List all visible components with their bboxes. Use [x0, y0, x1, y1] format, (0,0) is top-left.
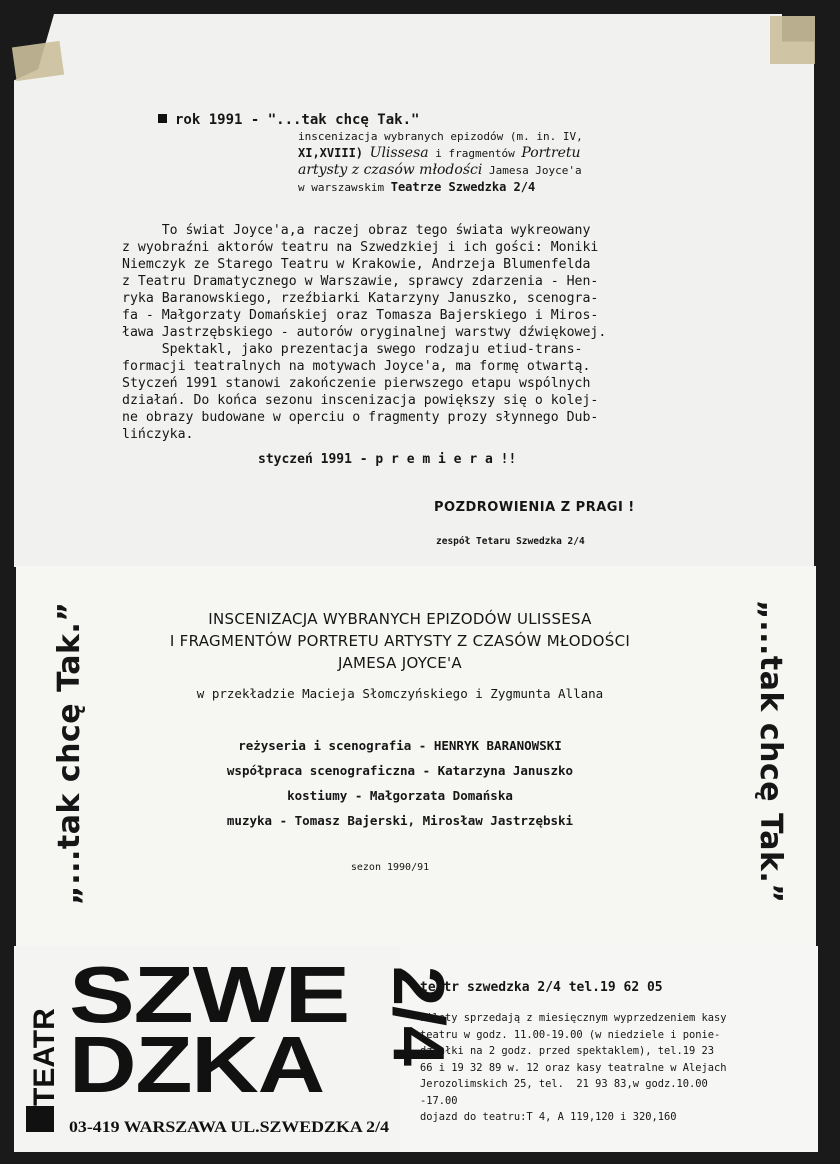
logo-address: 03-419 WARSZAWA UL.SZWEDZKA 2/4: [69, 1119, 389, 1136]
logo-teatr: TEATR: [28, 1008, 61, 1106]
ticket-info: bilety sprzedają z miesięcznym wyprzedzeniem kasy teatru w godz. 11.00-19.00 (w niedziele i ponie- działki na 2 godz. przed spektaklem), tel.19 23 66 i 19 32 89 w. 12 oraz kasy teatralne w Alejach Jerozolimskich 25, tel. 21 93 83,w godz.10.00 -17.00 dojazd do teatru:T 4, A 119,120 i 320,160: [420, 1012, 727, 1123]
tape-strip-left: [12, 41, 64, 81]
greeting-line: POZDROWIENIA Z PRAGI !: [434, 500, 635, 515]
credits-list: reżyseria i scenografia - HENRYK BARANOWSKI współpraca scenograficzna - Katarzyna Januszko kostiumy - Małgorzata Domańska muzyka - Tomasz Bajerski, Mirosław Jastrzębski: [226, 738, 574, 828]
logo-emblem-icon: [26, 1106, 54, 1132]
program-heading: INSCENIZACJA WYBRANYCH EPIZODÓW ULISSESA I FRAGMENTÓW PORTRETU ARTYSTY Z CZASÓW MŁODOŚCI JAMESA JOYCE'A: [169, 610, 631, 672]
logo-line-1: SZWE: [69, 950, 349, 1039]
logo-line-2: DZKA: [69, 1020, 324, 1109]
theatre-logo: [14, 946, 458, 1152]
season-label: sezon 1990/91: [350, 862, 430, 873]
letter-header: [158, 112, 678, 196]
tape-strip-right: [770, 16, 815, 64]
info-title: teatr szwedzka 2/4 tel.19 62 05: [420, 980, 663, 995]
translation-line: w przekładzie Macieja Słomczyńskiego i Zygmunta Allana: [196, 686, 604, 701]
header-subtitle: inscenizacja wybranych epizodów (m. in. IV, XI,XVIII) Ulissesa i fragmentów Portretu artysty z czasów młodości Jamesa Joyce'a w warszawskim Teatrze Szwedzka 2/4: [298, 130, 583, 194]
vertical-title-left: „...tak chcę Tak.”: [52, 601, 87, 905]
vertical-title-right: „...tak chcę Tak.”: [753, 600, 788, 904]
bullet-icon: [158, 114, 167, 123]
header-title: rok 1991 - "...tak chcę Tak.": [175, 112, 420, 128]
premiere-line: styczeń 1991 - p r e m i e r a !!: [258, 452, 517, 467]
letter-body: To świat Joyce'a,a raczej obraz tego świata wykreowany z wyobraźni aktorów teatru na Szwedzkiej i ich gości: Moniki Niemczyk ze Starego Teatru w Krakowie, Andrzeja Blumenfelda z Teatru Dramatycznego w Warszawie, sprawcy zdarzenia - Hen- ryka Baranowskiego, rzeźbiarki Katarzyny Januszko, scenogra- fa - Małgorzaty Domańskiej oraz Tomasza Bajerskiego i Miros- ława Jastrzębskiego - autorów oryginalnej warstwy dźwiękowej. Spektakl, jako prezentacja swego rodzaju etiud-trans- formacji teatralnych na motywach Joyce'a, ma formę otwartą. Styczeń 1991 stanowi zakończenie pierwszego etapu wspólnych działań. Do końca sezonu inscenizacja powiększy się o kolej- ne obrazy budowane w operciu o fragmenty prozy słynnego Dub- lińczyka.: [122, 223, 607, 442]
logo-number: 2/4: [378, 966, 458, 1067]
ensemble-signature: zespół Tetaru Szwedzka 2/4: [436, 536, 585, 547]
